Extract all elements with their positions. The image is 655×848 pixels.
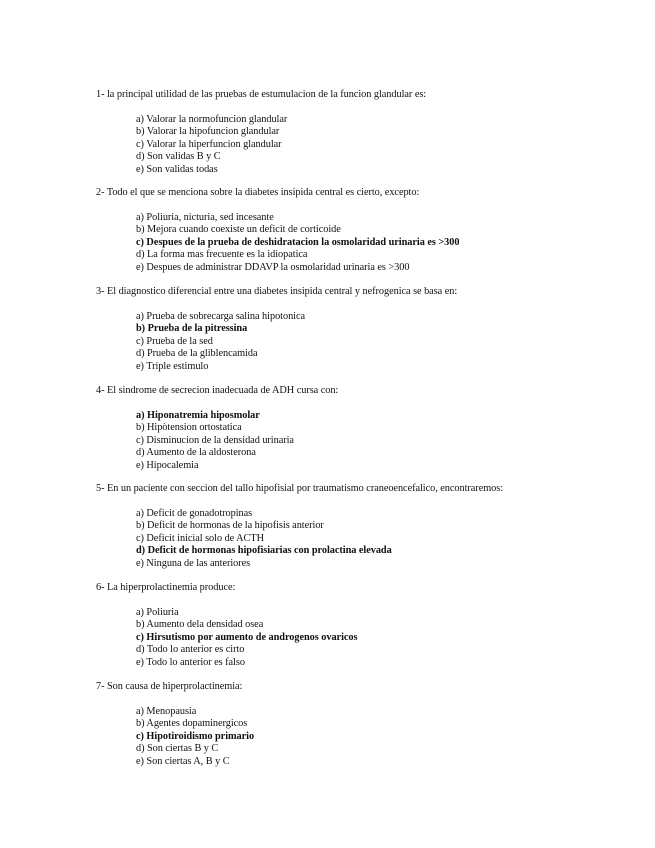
option-list xyxy=(136,607,636,669)
option-c-correct: c) Hipotiroidismo primario xyxy=(136,730,255,742)
option-e: e) Triple estimulo xyxy=(136,360,209,372)
option-e: e) Son ciertas A, B y C xyxy=(136,755,230,767)
option-b-correct: b) Prueba de la pitressina xyxy=(136,323,248,335)
option-list xyxy=(136,508,636,570)
question-text: 7- Son causa de hiperprolactinemia: xyxy=(96,681,243,692)
option-list xyxy=(136,706,636,768)
question-text: 3- El diagnostico diferencial entre una diabetes insipida central y nefrogenica se basa en: xyxy=(96,286,458,297)
option-list xyxy=(136,114,636,176)
option-a: a) Poliuria xyxy=(136,607,179,618)
option-a: a) Deficit de gonadotropinas xyxy=(136,508,253,519)
option-e: e) Despues de administrar DDAVP la osmolaridad urinaria es >300 xyxy=(136,261,410,273)
question-text: 2- Todo el que se menciona sobre la diabetes insipida central es cierto, excepto: xyxy=(96,187,420,198)
question-5 xyxy=(96,483,636,570)
question-text: 1- la principal utilidad de las pruebas de estumulacion de la funcion glandular es: xyxy=(96,89,427,100)
option-c: c) Disminucion de la densidad urinaria xyxy=(136,434,294,446)
option-d: d) La forma mas frecuente es la idiopatica xyxy=(136,249,308,261)
question-text: 5- En un paciente con seccion del tallo hipofisial por traumatismo craneoencefalico, encontraremos: xyxy=(96,483,504,494)
option-b: b) Valorar la hipofuncion glandular xyxy=(136,126,280,138)
option-d: d) Todo lo anterior es cirto xyxy=(136,644,245,656)
option-b: b) Agentes dopaminergicos xyxy=(136,718,248,730)
option-d-correct: d) Deficit de hormonas hipofisiarias con prolactina elevada xyxy=(136,545,392,557)
question-1 xyxy=(96,89,636,176)
option-b: b) Deficit de hormonas de la hipofisis anterior xyxy=(136,520,324,532)
option-e: e) Hipocalemia xyxy=(136,459,199,471)
question-6 xyxy=(96,582,636,669)
option-list xyxy=(136,311,636,373)
option-d: d) Aumento de la aldosterona xyxy=(136,447,256,459)
question-7 xyxy=(96,681,636,768)
option-d: d) Prueba de la gliblencamida xyxy=(136,348,258,360)
option-a: a) Menopausia xyxy=(136,706,197,717)
question-2 xyxy=(96,187,636,274)
option-d: d) Son ciertas B y C xyxy=(136,743,219,755)
option-e: e) Todo lo anterior es falso xyxy=(136,656,245,668)
option-b: b) Aumento dela densidad osea xyxy=(136,619,264,631)
option-a-correct: a) Hiponatremia hiposmolar xyxy=(136,410,260,421)
option-c-correct: c) Despues de la prueba de deshidratacion la osmolaridad urinaria es >300 xyxy=(136,236,460,248)
option-b: b) Mejora cuando coexiste un deficit de corticoide xyxy=(136,224,341,236)
option-c: c) Prueba de la sed xyxy=(136,335,213,347)
question-text: 4- El sindrome de secrecion inadecuada de ADH cursa con: xyxy=(96,385,339,396)
option-list xyxy=(136,212,636,274)
option-d: d) Son validas B y C xyxy=(136,151,221,163)
option-e: e) Son validas todas xyxy=(136,163,218,175)
option-list xyxy=(136,410,636,472)
question-4 xyxy=(96,385,636,472)
option-a: a) Poliuria, nicturia, sed incesante xyxy=(136,212,274,223)
question-3 xyxy=(96,286,636,373)
option-c-correct: c) Hirsutismo por aumento de androgenos ovaricos xyxy=(136,631,358,643)
option-c: c) Valorar la hiperfuncion glandular xyxy=(136,138,282,150)
option-b: b) Hipòtension ortostatica xyxy=(136,422,242,434)
option-a: a) Prueba de sobrecarga salina hipotonica xyxy=(136,311,306,322)
option-a: a) Valorar la normofuncion glandular xyxy=(136,114,288,125)
option-c: c) Deficit inicial solo de ACTH xyxy=(136,532,264,544)
question-text: 6- La hiperprolactinemia produce: xyxy=(96,582,236,593)
option-e: e) Ninguna de las anteriores xyxy=(136,557,251,569)
